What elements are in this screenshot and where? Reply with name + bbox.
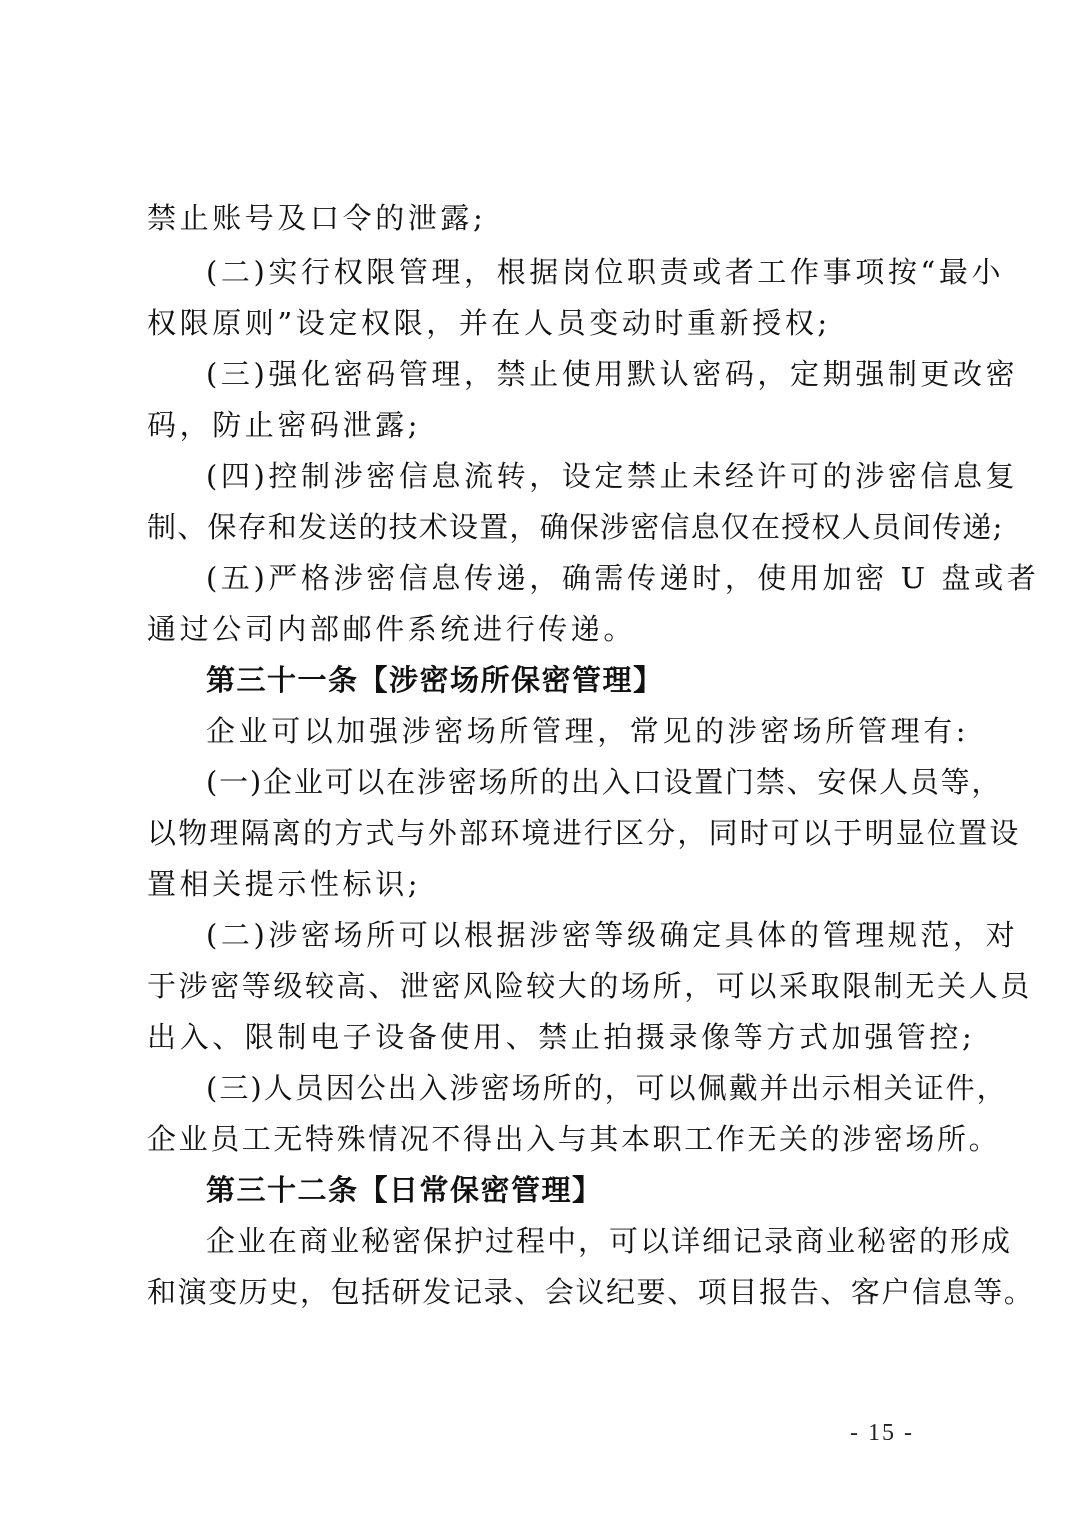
clause-four-line-1: (四)控制涉密信息流转，设定禁止未经许可的涉密信息复	[206, 459, 1019, 493]
article-32-line-2: 和演变历史，包括研发记录、会议纪要、项目报告、客户信息等。	[147, 1275, 1035, 1309]
clause-three-line-2: 码，防止密码泄露;	[147, 408, 422, 442]
article-31-item-1-line-1: (一)企业可以在涉密场所的出入口设置门禁、安保人员等，	[206, 765, 1003, 799]
article-32-line-1: 企业在商业秘密保护过程中，可以详细记录商业秘密的形成	[206, 1224, 1013, 1258]
clause-five-line-2: 通过公司内部邮件系统进行传递。	[147, 612, 637, 646]
article-31-heading: 第三十一条【涉密场所保密管理】	[206, 663, 664, 697]
text-line: 禁止账号及口令的泄露;	[147, 201, 487, 235]
article-31-item-3-line-2: 企业员工无特殊情况不得出入与其本职工作无关的涉密场所。	[147, 1122, 1001, 1156]
clause-five-line-1: (五)严格涉密信息传递，确需传递时，使用加密 U 盘或者	[206, 561, 1040, 595]
article-31-intro: 企业可以加强涉密场所管理，常见的涉密场所管理有:	[206, 714, 970, 748]
article-31-item-1-line-3: 置相关提示性标识;	[147, 867, 422, 901]
article-32-heading: 第三十二条【日常保密管理】	[206, 1173, 603, 1207]
article-31-item-2-line-1: (二)涉密场所可以根据涉密等级确定具体的管理规范，对	[206, 918, 1019, 952]
clause-three-line-1: (三)强化密码管理，禁止使用默认密码，定期强制更改密	[206, 357, 1019, 391]
article-31-item-3-line-1: (三)人员因公出入涉密场所的，可以佩戴并出示相关证件，	[206, 1071, 1008, 1105]
article-31-item-2-line-3: 出入、限制电子设备使用、禁止拍摄录像等方式加强管控;	[147, 1020, 976, 1054]
page-number: - 15 -	[850, 1420, 914, 1446]
clause-two-line-2: 权限原则”设定权限，并在人员变动时重新授权;	[147, 306, 831, 340]
clause-two-line-1: (二)实行权限管理，根据岗位职责或者工作事项按“最小	[206, 255, 1005, 289]
clause-four-line-2: 制、保存和发送的技术设置，确保涉密信息仅在授权人员间传递;	[147, 510, 1004, 544]
article-31-item-1-line-2: 以物理隔离的方式与外部环境进行区分，同时可以于明显位置设	[147, 816, 1021, 850]
article-31-item-2-line-2: 于涉密等级较高、泄密风险较大的场所，可以采取限制无关人员	[147, 969, 1032, 1003]
